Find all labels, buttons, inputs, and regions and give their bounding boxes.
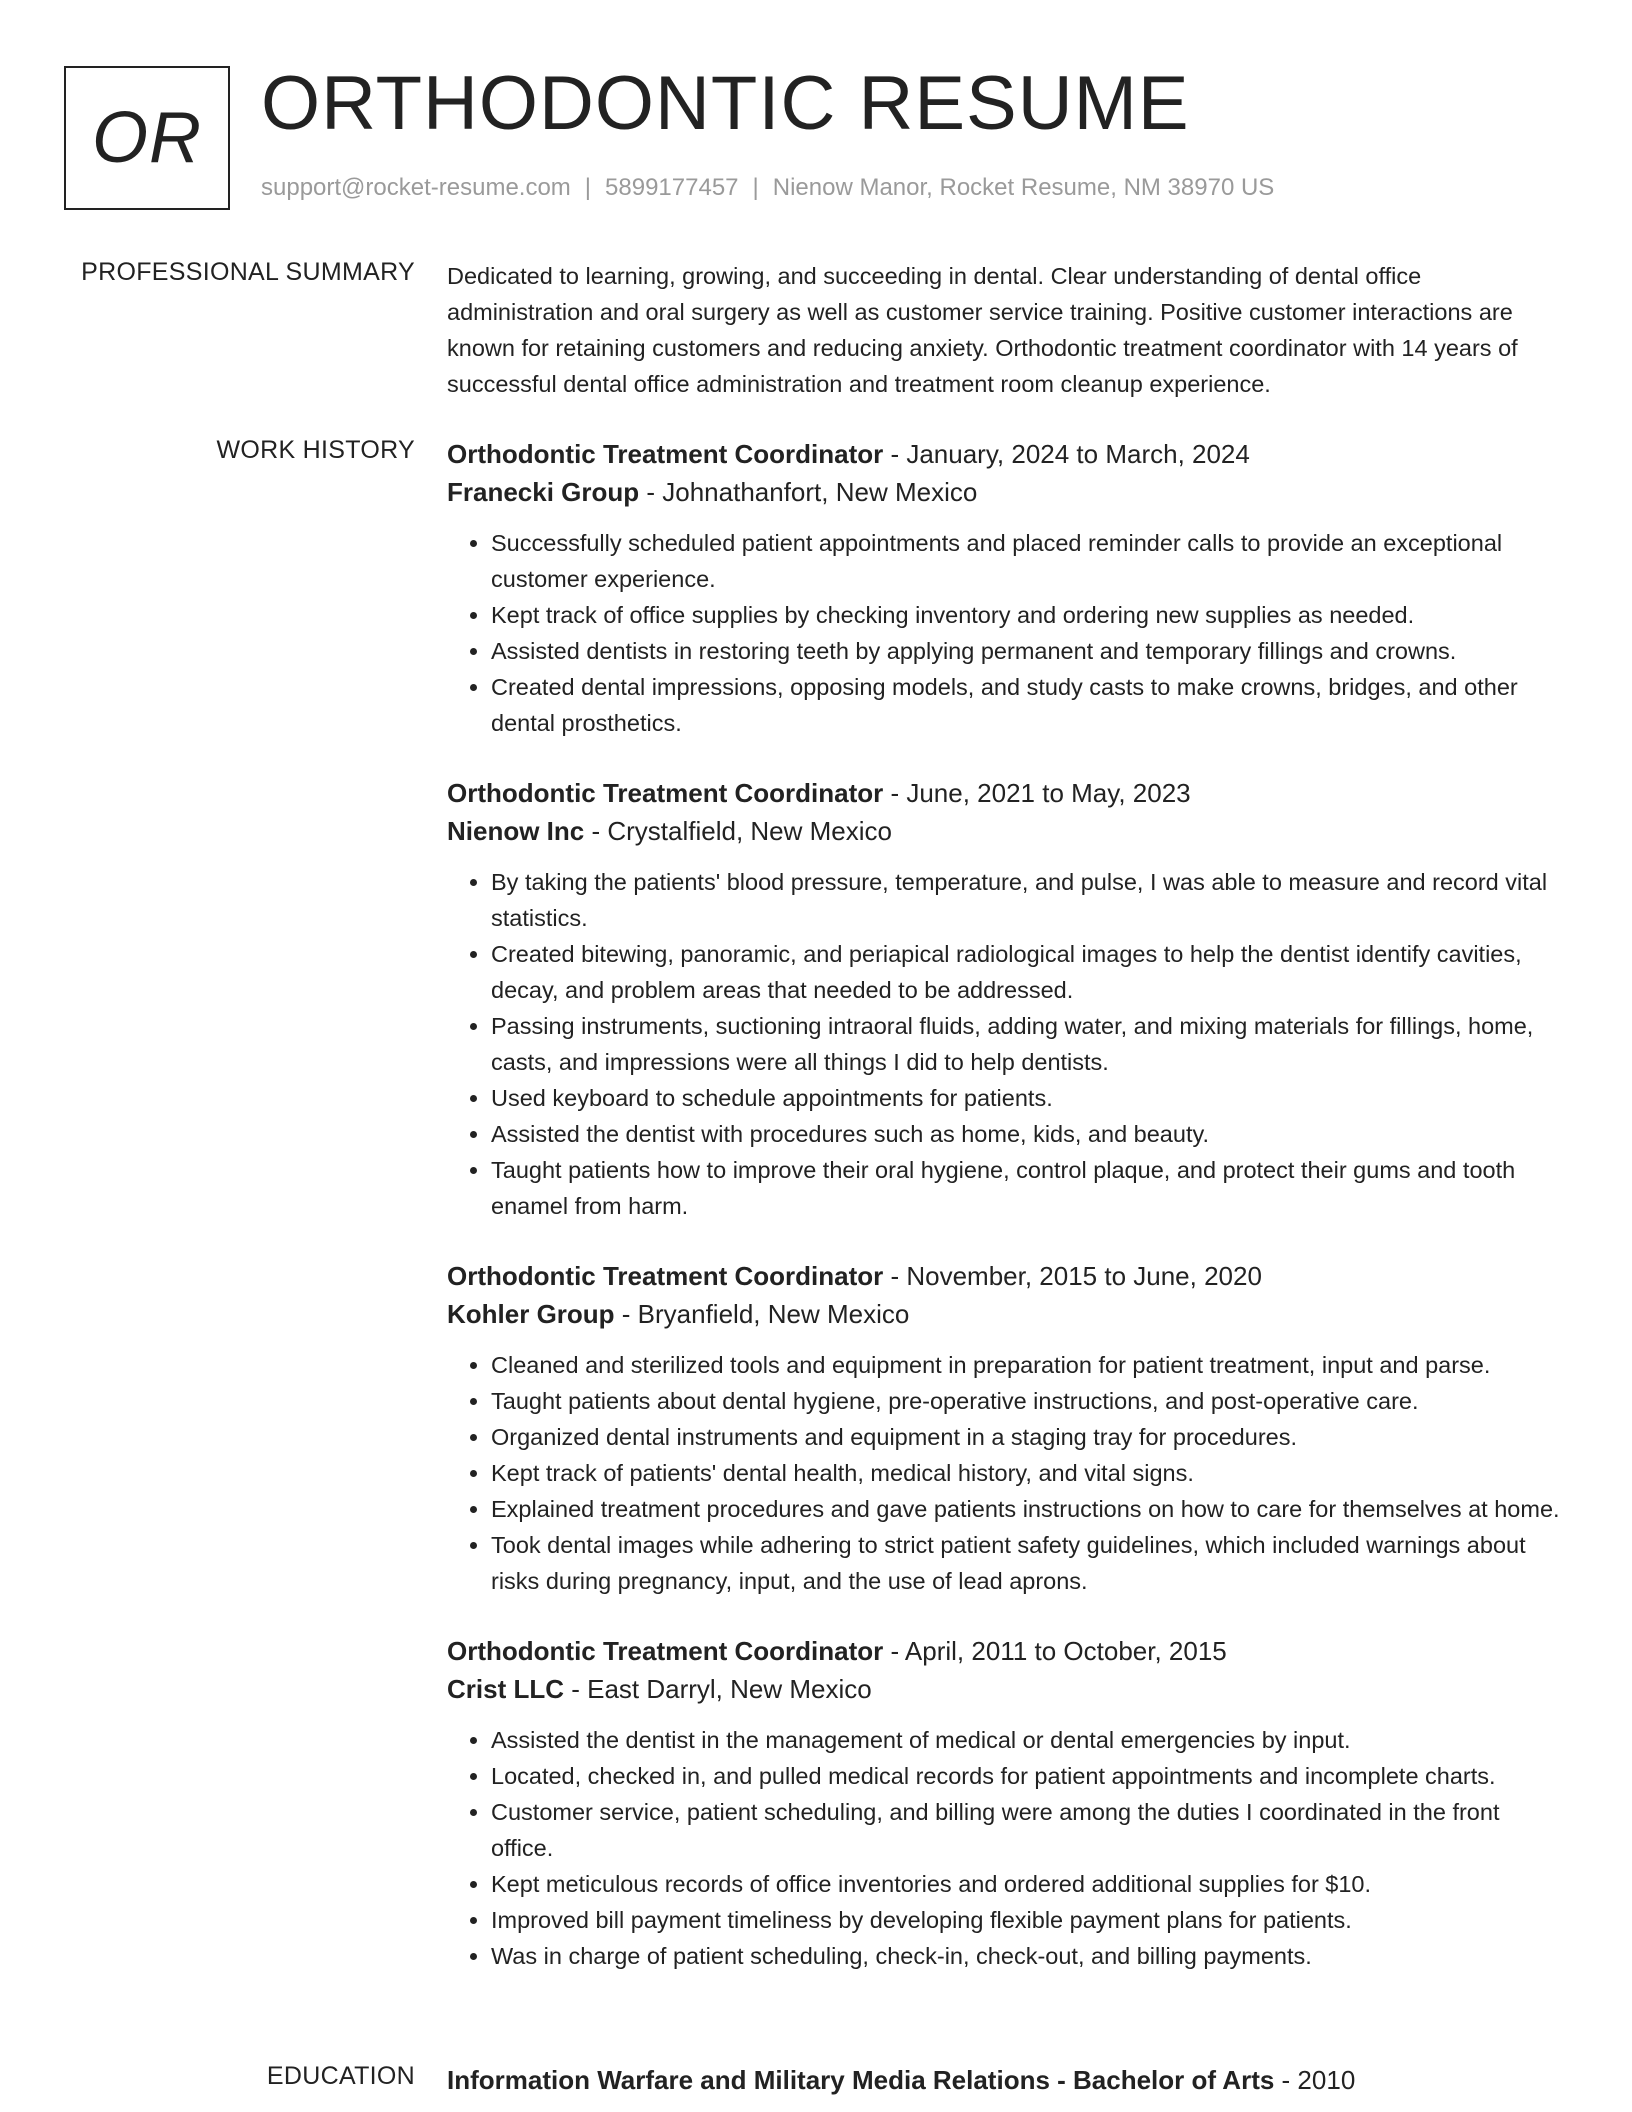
- job-company-line: [447, 473, 1567, 511]
- job-location: - Johnathanfort, New Mexico: [639, 477, 978, 507]
- job-title-line: [447, 1257, 1567, 1295]
- job-bullet: • Assisted the dentist in the management of medical or dental emergencies by input.: [491, 1722, 1567, 1758]
- job-company: Kohler Group: [447, 1299, 615, 1329]
- job-bullet-list: [447, 525, 1567, 741]
- job-bullet: • Kept track of office supplies by checking inventory and ordering new supplies as needed.: [491, 597, 1567, 633]
- resume-header: [64, 61, 1568, 210]
- job-location: - Bryanfield, New Mexico: [614, 1299, 910, 1329]
- job-bullet-list: [447, 864, 1567, 1224]
- job-bullet: • Kept track of patients' dental health, medical history, and vital signs.: [491, 1455, 1567, 1491]
- job-title-line: [447, 1632, 1567, 1670]
- job-bullet: • By taking the patients' blood pressure, temperature, and pulse, I was able to measure and record vital statistics.: [491, 864, 1567, 936]
- education-degree-line: [447, 2061, 1567, 2099]
- job-location: - East Darryl, New Mexico: [564, 1674, 872, 1704]
- job-bullet: • Located, checked in, and pulled medical records for patient appointments and incomplete charts.: [491, 1758, 1567, 1794]
- job-bullet: • Successfully scheduled patient appointments and placed reminder calls to provide an exceptional customer experience.: [491, 525, 1567, 597]
- summary-text: Dedicated to learning, growing, and succeeding in dental. Clear understanding of dental office administration and oral surgery as well as customer service training. Positive customer interactions are known for retaining customers and reducing anxiety. Orthodontic treatment coordinator with 14 years of successful dental office administration and treatment room cleanup experience.: [447, 263, 1518, 397]
- job-bullet: • Explained treatment procedures and gave patients instructions on how to care for themselves at home.: [491, 1491, 1567, 1527]
- job-bullet-list: [447, 1722, 1567, 1974]
- education-year: - 2010: [1274, 2065, 1356, 2095]
- job-bullet: • Assisted dentists in restoring teeth by applying permanent and temporary fillings and crowns.: [491, 633, 1567, 669]
- job-title: Orthodontic Treatment Coordinator: [447, 1636, 884, 1666]
- job-dates: - November, 2015 to June, 2020: [883, 1261, 1262, 1291]
- job-bullet: • Assisted the dentist with procedures such as home, kids, and beauty.: [491, 1116, 1567, 1152]
- summary-heading: PROFESSIONAL SUMMARY: [81, 258, 415, 286]
- job-dates: - June, 2021 to May, 2023: [883, 778, 1191, 808]
- job-title-line: [447, 435, 1567, 473]
- job-bullet: • Cleaned and sterilized tools and equipment in preparation for patient treatment, input and parse.: [491, 1347, 1567, 1383]
- job-bullet: • Improved bill payment timeliness by developing flexible payment plans for patients.: [491, 1902, 1567, 1938]
- monogram-badge: OR: [64, 66, 230, 210]
- contact-email: support@rocket-resume.com: [261, 174, 571, 201]
- job-company-line: [447, 1670, 1567, 1708]
- job-bullet: • Was in charge of patient scheduling, check-in, check-out, and billing payments.: [491, 1938, 1567, 1974]
- education-heading: EDUCATION: [266, 2062, 415, 2090]
- job-bullet: • Taught patients about dental hygiene, pre-operative instructions, and post-operative care.: [491, 1383, 1567, 1419]
- job-company-line: [447, 812, 1567, 850]
- job-dates: - January, 2024 to March, 2024: [883, 439, 1250, 469]
- job-entry: [447, 1257, 1567, 1599]
- job-bullet: • Created bitewing, panoramic, and periapical radiological images to help the dentist identify cavities, decay, and problem areas that needed to be addressed.: [491, 936, 1567, 1008]
- work-history-heading: WORK HISTORY: [216, 436, 415, 464]
- contact-line: [261, 174, 1274, 202]
- job-list: [447, 435, 1567, 2007]
- job-entry: [447, 774, 1567, 1224]
- job-title: Orthodontic Treatment Coordinator: [447, 1261, 884, 1291]
- job-bullet: • Took dental images while adhering to strict patient safety guidelines, which included warnings about risks during pregnancy, input, and the use of lead aprons.: [491, 1527, 1567, 1599]
- job-entry: [447, 1632, 1567, 1974]
- job-company: Franecki Group: [447, 477, 640, 507]
- resume-title: ORTHODONTIC RESUME: [261, 61, 1190, 146]
- job-title: Orthodontic Treatment Coordinator: [447, 778, 884, 808]
- contact-separator: |: [752, 174, 759, 201]
- job-bullet: • Customer service, patient scheduling, and billing were among the duties I coordinated in the front office.: [491, 1794, 1567, 1866]
- job-bullet: • Passing instruments, suctioning intraoral fluids, adding water, and mixing materials for fillings, home, casts, and impressions were all things I did to help dentists.: [491, 1008, 1567, 1080]
- education-degree: Information Warfare and Military Media Relations - Bachelor of Arts: [447, 2065, 1275, 2095]
- contact-separator: |: [584, 174, 592, 201]
- job-dates: - April, 2011 to October, 2015: [883, 1636, 1227, 1666]
- job-location: - Crystalfield, New Mexico: [584, 816, 892, 846]
- job-company: Nienow Inc: [447, 816, 585, 846]
- contact-phone: 5899177457: [605, 174, 739, 201]
- job-bullet: • Kept meticulous records of office inventories and ordered additional supplies for $10.: [491, 1866, 1567, 1902]
- job-title-line: [447, 774, 1567, 812]
- job-company: Crist LLC: [447, 1674, 564, 1704]
- contact-address: Nienow Manor, Rocket Resume, NM 38970 US: [772, 174, 1275, 201]
- job-title: Orthodontic Treatment Coordinator: [447, 439, 884, 469]
- job-bullet: • Used keyboard to schedule appointments for patients.: [491, 1080, 1567, 1116]
- job-entry: [447, 435, 1567, 741]
- job-bullet: • Created dental impressions, opposing models, and study casts to make crowns, bridges, and other dental prosthetics.: [491, 669, 1567, 741]
- job-bullet: • Organized dental instruments and equipment in a staging tray for procedures.: [491, 1419, 1567, 1455]
- job-bullet: • Taught patients how to improve their oral hygiene, control plaque, and protect their gums and tooth enamel from harm.: [491, 1152, 1567, 1224]
- job-bullet-list: [447, 1347, 1567, 1599]
- job-company-line: [447, 1295, 1567, 1333]
